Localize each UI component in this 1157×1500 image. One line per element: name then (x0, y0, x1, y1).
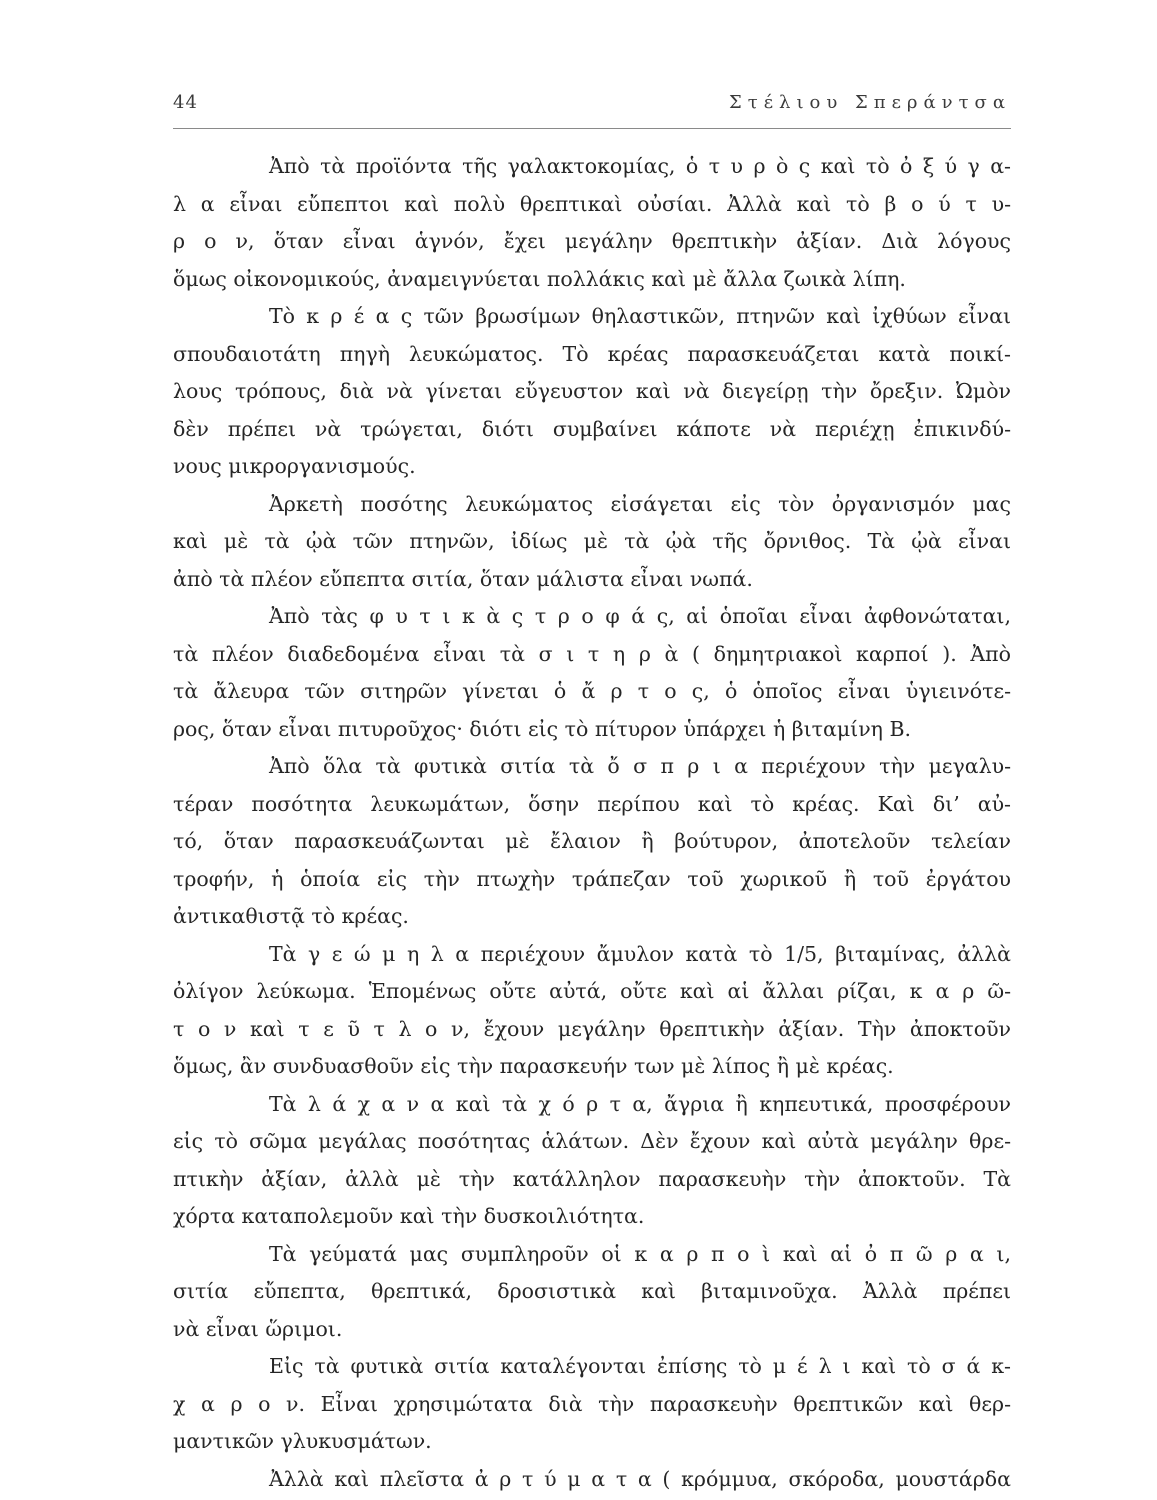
text-line: Ἀπὸ ὅλα τὰ φυτικὰ σιτία τὰ ὄ σ π ρ ι α περιέχουν τὴν μεγαλυ- (269, 754, 1011, 778)
page-number: 44 (173, 92, 198, 113)
text-line: ὀλίγον λεύκωμα. Ἑπομένως οὔτε αὐτά, οὔτε καὶ αἱ ἄλλαι ρίζαι, κ α ρ ῶ- (173, 979, 1011, 1003)
text-line: Ἀρκετὴ ποσότης λευκώματος εἰσάγεται εἰς τὸν ὀργανισμόν μας (269, 491, 1011, 516)
text-line: καὶ μὲ τὰ ᾠὰ τῶν πτηνῶν, ἰδίως μὲ τὰ ᾠὰ τῆς ὄρνιθος. Τὰ ᾠὰ εἶναι (173, 529, 1011, 553)
text-line: τό, ὅταν παρασκευάζωνται μὲ ἔλαιον ἢ βούτυρον, ἀποτελοῦν τελείαν (173, 829, 1011, 853)
text-line: Τὰ γ ε ώ μ η λ α περιέχουν ἄμυλον κατὰ τὸ 1/5, βιταμίνας, ἀλλὰ (269, 941, 1011, 966)
text-line: Τὰ γεύματά μας συμπληροῦν οἱ κ α ρ π ο ὶ καὶ αἱ ὀ π ῶ ρ α ι, (269, 1241, 1011, 1266)
text-line: νους μικροργανισμούς. (173, 454, 416, 478)
text-line: δὲν πρέπει νὰ τρώγεται, διότι συμβαίνει κάποτε νὰ περιέχῃ ἐπικινδύ- (173, 416, 1011, 441)
text-line: Ἀπὸ τὰς φ υ τ ι κ ὰ ς τ ρ ο φ ά ς, αἱ ὁποῖαι εἶναι ἀφθονώταται, (269, 604, 1011, 628)
page-header (173, 92, 1011, 122)
text-line: τὰ πλέον διαδεδομένα εἶναι τὰ σ ι τ η ρ ὰ ( δημητριακοὶ καρποί ). Ἀπὸ (173, 641, 1011, 666)
text-line: ἀντικαθιστᾷ τὸ κρέας. (173, 904, 409, 928)
text-line: χ α ρ ο ν. Εἶναι χρησιμώτατα διὰ τὴν παρασκευὴν θρεπτικῶν καὶ θερ- (173, 1391, 1011, 1416)
text-line: σπουδαιοτάτη πηγὴ λευκώματος. Τὸ κρέας παρασκευάζεται κατὰ ποικί- (173, 341, 1011, 366)
text-line: ἀπὸ τὰ πλέον εὔπεπτα σιτία, ὅταν μάλιστα εἶναι νωπά. (173, 566, 753, 591)
text-line: Ἀπὸ τὰ προϊόντα τῆς γαλακτοκομίας, ὁ τ υ ρ ὸ ς καὶ τὸ ὀ ξ ύ γ α- (269, 154, 1011, 178)
text-line: εἰς τὸ σῶμα μεγάλας ποσότητας ἁλάτων. Δὲν ἔχουν καὶ αὐτὰ μεγάλην θρε- (173, 1129, 1011, 1153)
text-line: μαντικῶν γλυκυσμάτων. (173, 1429, 432, 1453)
text-line: ρ ο ν, ὅταν εἶναι ἁγνόν, ἔχει μεγάλην θρεπτικὴν ἀξίαν. Διὰ λόγους (173, 229, 1011, 253)
text-line: τὰ ἄλευρα τῶν σιτηρῶν γίνεται ὁ ἄ ρ τ ο ς, ὁ ὁποῖος εἶναι ὑγιεινότε- (173, 679, 1011, 703)
text-line: λ α εἶναι εὔπεπτοι καὶ πολὺ θρεπτικαὶ οὐσίαι. Ἀλλὰ καὶ τὸ β ο ύ τ υ- (173, 191, 1011, 216)
header-rule (173, 128, 1011, 129)
text-line: Τὸ κ ρ έ α ς τῶν βρωσίμων θηλαστικῶν, πτηνῶν καὶ ἰχθύων εἶναι (269, 304, 1011, 328)
text-line: λους τρόπους, διὰ νὰ γίνεται εὔγευστον καὶ νὰ διεγείρῃ τὴν ὄρεξιν. Ὠμὸν (173, 379, 1011, 403)
body-text (173, 148, 1011, 1498)
text-line: τ ο ν καὶ τ ε ῦ τ λ ο ν, ἔχουν μεγάλην θρεπτικὴν ἀξίαν. Τὴν ἀποκτοῦν (173, 1016, 1011, 1041)
text-line: Ἀλλὰ καὶ πλεῖστα ἀ ρ τ ύ μ α τ α ( κρόμμυα, σκόροδα, μουστάρδα (269, 1466, 1011, 1491)
text-line: τέραν ποσότητα λευκωμάτων, ὅσην περίπου καὶ τὸ κρέας. Καὶ δι’ αὐ- (173, 791, 1011, 816)
text-line: ρος, ὅταν εἶναι πιτυροῦχος· διότι εἰς τὸ πίτυρον ὑπάρχει ἡ βιταμίνη Β. (173, 716, 912, 741)
text-line: Τὰ λ ά χ α ν α καὶ τὰ χ ό ρ τ α, ἄγρια ἢ κηπευτικά, προσφέρουν (269, 1091, 1011, 1116)
text-line: χόρτα καταπολεμοῦν καὶ τὴν δυσκοιλιότητα. (173, 1204, 645, 1228)
text-line: νὰ εἶναι ὥριμοι. (173, 1316, 343, 1341)
text-line: ὅμως οἰκονομικούς, ἀναμειγνύεται πολλάκις καὶ μὲ ἄλλα ζωικὰ λίπη. (173, 266, 906, 291)
text-line: σιτία εὔπεπτα, θρεπτικά, δροσιστικὰ καὶ βιταμινοῦχα. Ἀλλὰ πρέπει (173, 1279, 1011, 1303)
text-line: ὅμως, ἂν συνδυασθοῦν εἰς τὴν παρασκευήν των μὲ λίπος ἢ μὲ κρέας. (173, 1054, 894, 1078)
text-line: Εἰς τὰ φυτικὰ σιτία καταλέγονται ἐπίσης τὸ μ έ λ ι καὶ τὸ σ ά κ- (269, 1354, 1011, 1378)
text-line: πτικὴν ἀξίαν, ἀλλὰ μὲ τὴν κατάλληλον παρασκευὴν τὴν ἀποκτοῦν. Τὰ (173, 1166, 1011, 1191)
running-head: Στέλιου Σπεράντσα (729, 92, 1011, 113)
text-line: τροφήν, ἡ ὁποία εἰς τὴν πτωχὴν τράπεζαν τοῦ χωρικοῦ ἢ τοῦ ἐργάτου (173, 866, 1011, 891)
